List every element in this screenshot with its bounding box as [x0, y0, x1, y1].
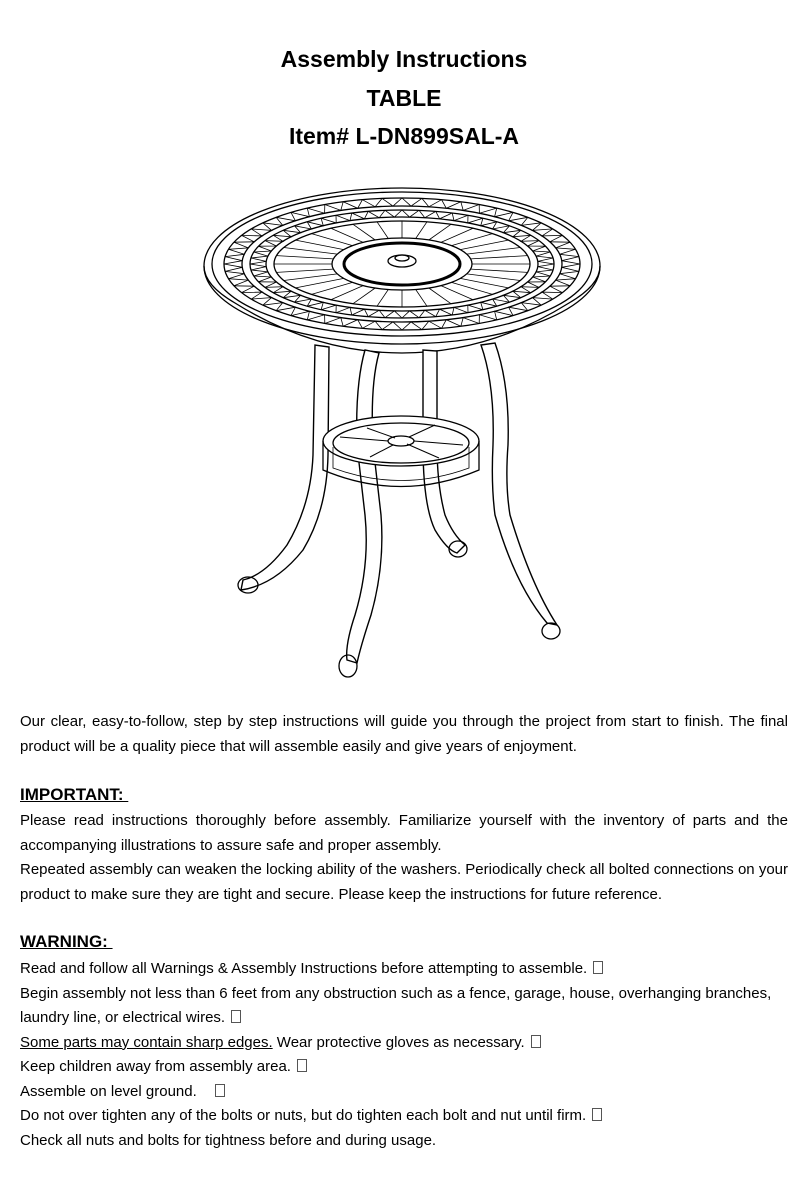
leg-front-right [481, 343, 557, 625]
important-heading: IMPORTANT: [20, 785, 129, 804]
table-legs [241, 343, 557, 663]
warning-item-text: Do not over tighten any of the bolts or nuts, but do tighten each bolt and nut until firm. [20, 1107, 587, 1124]
document-title: Assembly Instructions [280, 46, 528, 72]
table-illustration [195, 185, 615, 685]
leg-front-left [347, 350, 382, 663]
warning-item-text: Keep children away from assembly area. [20, 1058, 291, 1075]
checkbox-icon [593, 961, 603, 974]
important-section [20, 809, 788, 907]
warning-item [20, 1080, 788, 1105]
warning-item [20, 982, 788, 1031]
product-type: TABLE [366, 85, 442, 111]
foot-front-right [542, 623, 560, 639]
warning-item-text: Wear protective gloves as necessary. [272, 1033, 525, 1051]
checkbox-icon [231, 1010, 241, 1023]
warning-item-text: Begin assembly not less than 6 feet from any obstruction such as a fence, garage, house, overhanging branches, laundry line, or electrical wires. [20, 984, 772, 1026]
warning-heading: WARNING: [20, 932, 113, 951]
warning-item-text: Read and follow all Warnings & Assembly Instructions before attempting to assemble. [20, 960, 588, 977]
warning-list [20, 957, 788, 1153]
checkbox-icon [297, 1059, 307, 1072]
checkbox-icon [592, 1108, 602, 1121]
warning-sharp-edges: Some parts may contain sharp edges. [20, 1033, 273, 1051]
checkbox-icon [215, 1084, 225, 1097]
item-number: Item# L-DN899SAL-A [288, 123, 520, 149]
warning-item-text: Check all nuts and bolts for tightness before and during usage. [20, 1131, 437, 1149]
checkbox-icon [531, 1035, 541, 1048]
important-paragraph-1: Please read instructions thoroughly before assembly. Familiarize yourself with the inventory of parts and the accompanying illustrations to assure safe and proper assembly. [20, 812, 788, 854]
warning-item [20, 1055, 788, 1080]
intro-text: Our clear, easy-to-follow, step by step instructions will guide you through the project from start to finish. The final product will be a quality piece that will assemble easily and give years of enjoyment. [20, 713, 788, 755]
warning-item [20, 957, 788, 982]
intro-paragraph [20, 710, 788, 759]
warning-item-text: Assemble on level ground. [20, 1082, 197, 1100]
leg-back-left [241, 345, 329, 590]
warning-item [20, 1031, 788, 1056]
important-paragraph-2: Repeated assembly can weaken the locking ability of the washers. Periodically check all bolted connections on your product to make sure they are tight and secure. Please keep the instructions for future reference. [20, 861, 788, 903]
warning-item [20, 1129, 788, 1154]
warning-item [20, 1104, 788, 1129]
